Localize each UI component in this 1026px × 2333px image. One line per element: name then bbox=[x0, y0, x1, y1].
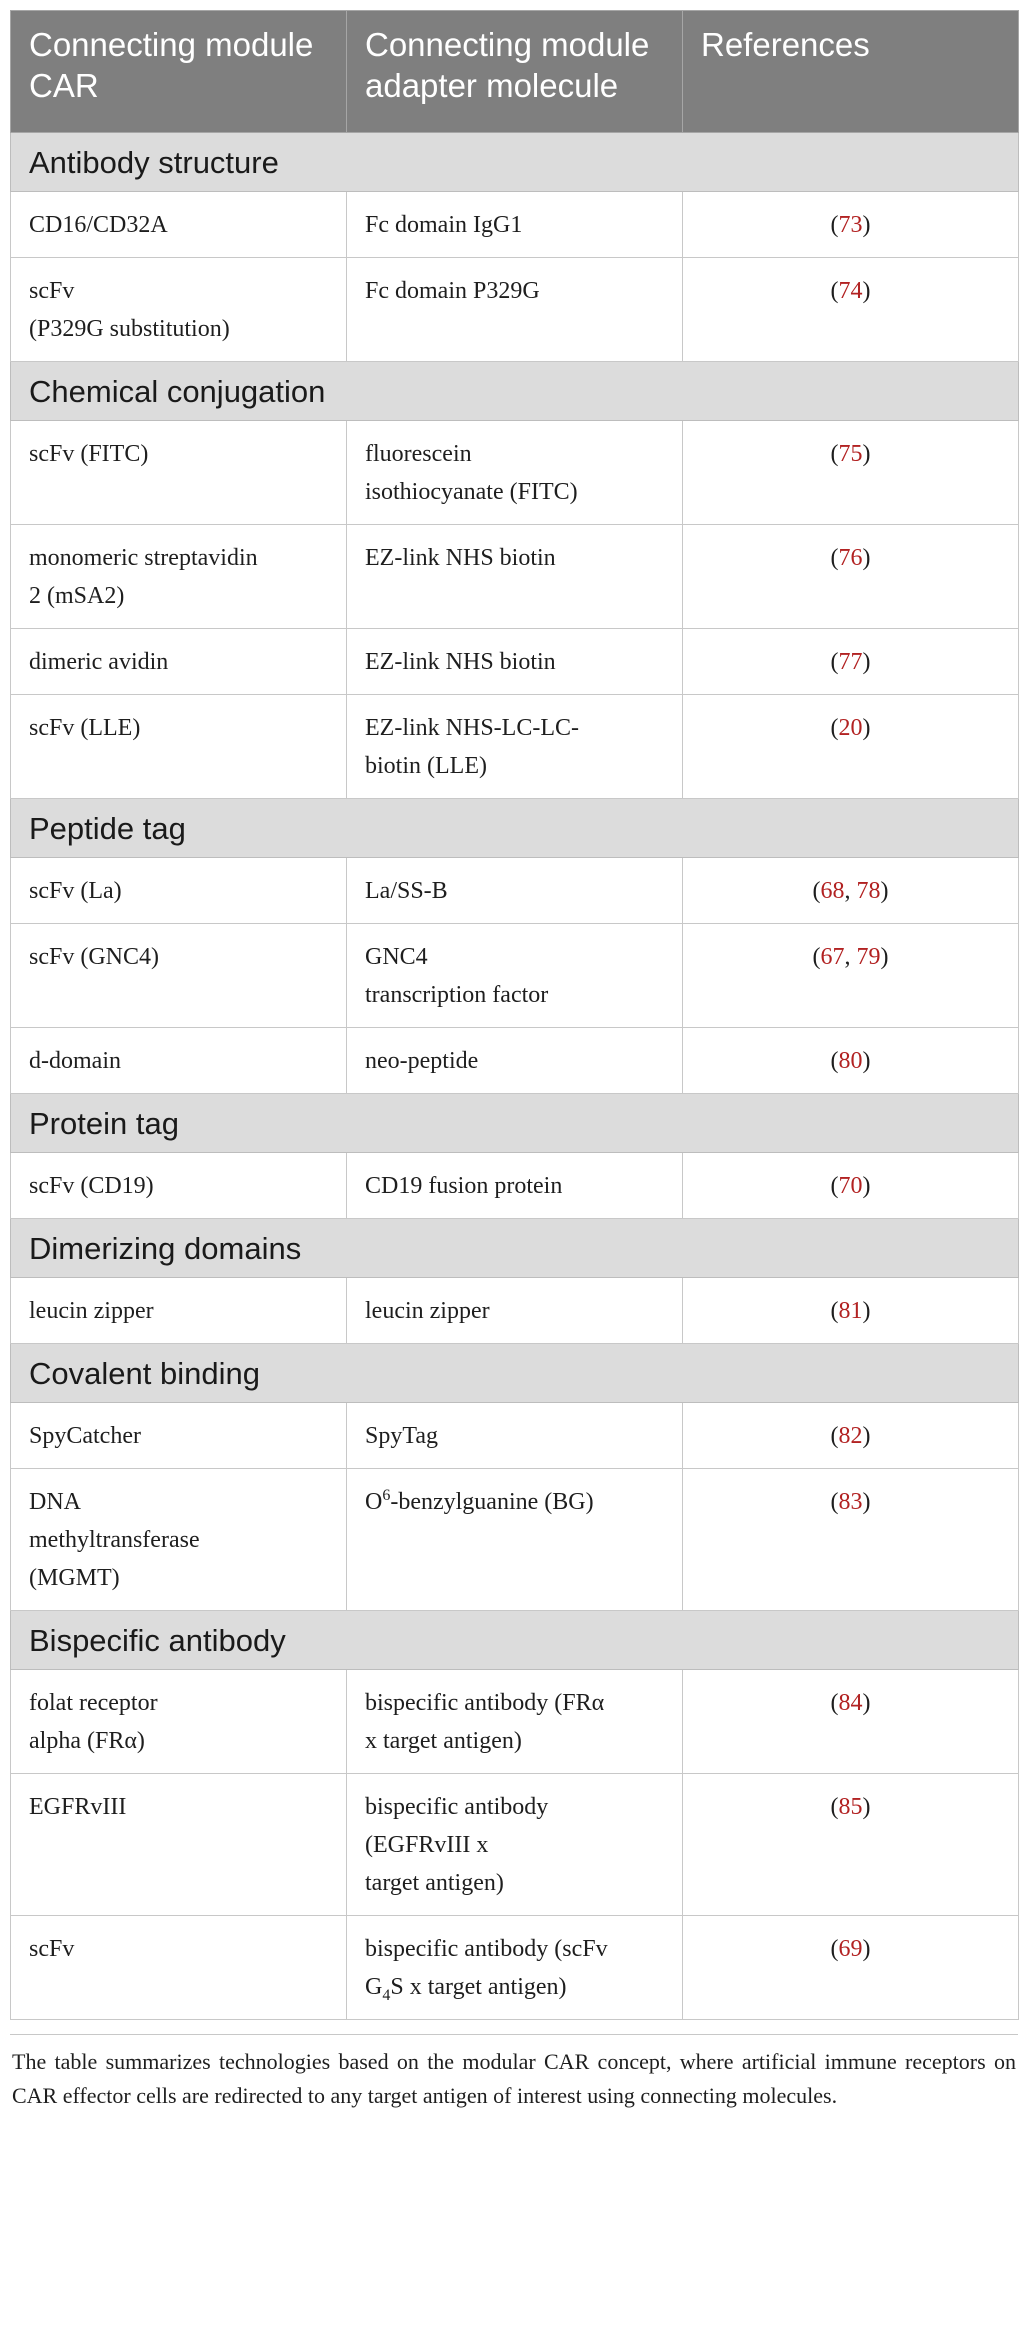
cell-line: scFv (LLE) bbox=[29, 715, 141, 741]
table-row bbox=[11, 1774, 1019, 1916]
adapter-molecule-cell bbox=[347, 1469, 683, 1611]
cell-line: (MGMT) bbox=[29, 1565, 120, 1591]
car-module-cell bbox=[11, 1278, 347, 1344]
car-module-cell bbox=[11, 1153, 347, 1219]
table-row bbox=[11, 1028, 1019, 1094]
car-module-cell bbox=[11, 1028, 347, 1094]
table-caption: The table summarizes technologies based on the modular CAR concept, where artificial immune receptors on CAR effector cells are redirected to any target antigen of interest using connecting molecules. bbox=[10, 2034, 1018, 2113]
cell-line: DNA bbox=[29, 1489, 81, 1515]
cell-line: $G_4S$ x target antigen) bbox=[365, 1974, 567, 2004]
reference-link[interactable]: 75 bbox=[838, 441, 863, 467]
cell-line: EZ-link NHS biotin bbox=[365, 545, 556, 571]
cell-line: scFv (GNC4) bbox=[29, 944, 159, 970]
cell-line: monomeric streptavidin bbox=[29, 545, 258, 571]
car-module-cell bbox=[11, 1774, 347, 1916]
header-row bbox=[11, 11, 1019, 133]
reference-link[interactable]: 83 bbox=[838, 1489, 863, 1515]
reference-link[interactable]: 69 bbox=[838, 1936, 863, 1962]
references-cell: (67, 79) bbox=[683, 924, 1019, 1028]
cell-line: SpyCatcher bbox=[29, 1423, 141, 1449]
section-row bbox=[11, 1219, 1019, 1278]
car-module-cell bbox=[11, 258, 347, 362]
cell-line: fluorescein bbox=[365, 441, 472, 467]
car-module-cell bbox=[11, 924, 347, 1028]
adapter-molecule-cell bbox=[347, 1028, 683, 1094]
adapter-molecule-cell bbox=[347, 1774, 683, 1916]
cell-line: scFv (La) bbox=[29, 878, 122, 904]
subscript: 4 bbox=[382, 1986, 391, 2004]
section-title: Dimerizing domains bbox=[11, 1219, 1019, 1278]
references-cell: (70) bbox=[683, 1153, 1019, 1219]
cell-line: EGFRvIII bbox=[29, 1794, 127, 1820]
table-page bbox=[10, 10, 1018, 2113]
reference-link[interactable]: 79 bbox=[856, 944, 881, 970]
reference-link[interactable]: 85 bbox=[838, 1794, 863, 1820]
cell-line: alpha (FRα) bbox=[29, 1728, 145, 1754]
table-row bbox=[11, 1278, 1019, 1344]
adapter-molecule-cell bbox=[347, 1916, 683, 2020]
cell-line: (EGFRvIII x bbox=[365, 1832, 489, 1858]
cell-line: bispecific antibody bbox=[365, 1794, 549, 1820]
car-module-cell bbox=[11, 695, 347, 799]
reference-link[interactable]: 76 bbox=[838, 545, 863, 571]
section-row bbox=[11, 133, 1019, 192]
cell-line: SpyTag bbox=[365, 1423, 438, 1449]
table-row bbox=[11, 1469, 1019, 1611]
references-cell: (73) bbox=[683, 192, 1019, 258]
section-title: Bispecific antibody bbox=[11, 1611, 1019, 1670]
section-row bbox=[11, 799, 1019, 858]
table-row bbox=[11, 258, 1019, 362]
adapter-molecule-cell bbox=[347, 924, 683, 1028]
reference-link[interactable]: 20 bbox=[838, 715, 863, 741]
header-adapter: Connecting module adapter molecule bbox=[347, 11, 683, 133]
adapter-molecule-cell bbox=[347, 1670, 683, 1774]
reference-link[interactable]: 77 bbox=[838, 649, 863, 675]
cell-line: scFv (FITC) bbox=[29, 441, 149, 467]
adapter-molecule-cell bbox=[347, 858, 683, 924]
reference-link[interactable]: 67 bbox=[820, 944, 845, 970]
cell-line: x target antigen) bbox=[365, 1728, 522, 1754]
reference-link[interactable]: 81 bbox=[838, 1298, 863, 1324]
cell-line: CD16/CD32A bbox=[29, 212, 168, 238]
reference-link[interactable]: 70 bbox=[838, 1173, 863, 1199]
table-row bbox=[11, 1916, 1019, 2020]
adapter-molecule-cell bbox=[347, 695, 683, 799]
adapter-molecule-cell bbox=[347, 1153, 683, 1219]
cell-line: dimeric avidin bbox=[29, 649, 169, 675]
cell-line: EZ-link NHS-LC-LC- bbox=[365, 715, 579, 741]
adapter-molecule-cell bbox=[347, 421, 683, 525]
cell-line: bispecific antibody (FRα bbox=[365, 1690, 605, 1716]
reference-link[interactable]: 78 bbox=[856, 878, 881, 904]
cell-line: (P329G substitution) bbox=[29, 316, 230, 342]
adapter-molecule-cell bbox=[347, 1278, 683, 1344]
section-row bbox=[11, 1094, 1019, 1153]
cell-line: $O^6$-benzylguanine (BG) bbox=[365, 1487, 594, 1515]
cell-line: La/SS-B bbox=[365, 878, 448, 904]
cell-line: Fc domain IgG1 bbox=[365, 212, 523, 238]
section-title: Protein tag bbox=[11, 1094, 1019, 1153]
reference-link[interactable]: 74 bbox=[838, 278, 863, 304]
cell-line: biotin (LLE) bbox=[365, 753, 487, 779]
cell-line: 2 (mSA2) bbox=[29, 583, 125, 609]
cell-line: bispecific antibody (scFv bbox=[365, 1936, 608, 1962]
references-cell: (69) bbox=[683, 1916, 1019, 2020]
section-row bbox=[11, 362, 1019, 421]
section-title: Peptide tag bbox=[11, 799, 1019, 858]
references-cell: (84) bbox=[683, 1670, 1019, 1774]
header-car: Connecting module CAR bbox=[11, 11, 347, 133]
header-references: References bbox=[683, 11, 1019, 133]
car-module-cell bbox=[11, 1469, 347, 1611]
references-cell: (83) bbox=[683, 1469, 1019, 1611]
cell-line: methyltransferase bbox=[29, 1527, 200, 1553]
modular-car-table bbox=[10, 10, 1019, 2020]
section-title: Antibody structure bbox=[11, 133, 1019, 192]
cell-line: d-domain bbox=[29, 1048, 121, 1074]
cell-line: neo-peptide bbox=[365, 1048, 479, 1074]
references-cell: (74) bbox=[683, 258, 1019, 362]
table-row bbox=[11, 695, 1019, 799]
car-module-cell bbox=[11, 1670, 347, 1774]
reference-link[interactable]: 68 bbox=[820, 878, 845, 904]
car-module-cell bbox=[11, 1403, 347, 1469]
table-row bbox=[11, 525, 1019, 629]
adapter-molecule-cell bbox=[347, 192, 683, 258]
superscript: 6 bbox=[382, 1487, 391, 1504]
table-row bbox=[11, 421, 1019, 525]
car-module-cell bbox=[11, 629, 347, 695]
car-module-cell bbox=[11, 525, 347, 629]
reference-link[interactable]: 84 bbox=[838, 1690, 863, 1716]
references-cell: (80) bbox=[683, 1028, 1019, 1094]
cell-line: leucin zipper bbox=[365, 1298, 490, 1324]
references-cell: (82) bbox=[683, 1403, 1019, 1469]
table-row bbox=[11, 1670, 1019, 1774]
references-cell: (85) bbox=[683, 1774, 1019, 1916]
cell-line: scFv (CD19) bbox=[29, 1173, 154, 1199]
table-row bbox=[11, 1403, 1019, 1469]
section-title: Chemical conjugation bbox=[11, 362, 1019, 421]
table-row bbox=[11, 1153, 1019, 1219]
section-title: Covalent binding bbox=[11, 1344, 1019, 1403]
references-cell: (76) bbox=[683, 525, 1019, 629]
references-cell: (68, 78) bbox=[683, 858, 1019, 924]
cell-line: leucin zipper bbox=[29, 1298, 154, 1324]
adapter-molecule-cell bbox=[347, 258, 683, 362]
reference-link[interactable]: 80 bbox=[838, 1048, 863, 1074]
cell-line: GNC4 bbox=[365, 944, 428, 970]
cell-line: isothiocyanate (FITC) bbox=[365, 479, 578, 505]
car-module-cell bbox=[11, 1916, 347, 2020]
cell-line: target antigen) bbox=[365, 1870, 504, 1896]
car-module-cell bbox=[11, 858, 347, 924]
references-cell: (81) bbox=[683, 1278, 1019, 1344]
references-cell: (75) bbox=[683, 421, 1019, 525]
reference-link[interactable]: 73 bbox=[838, 212, 863, 238]
cell-line: Fc domain P329G bbox=[365, 278, 540, 304]
references-cell: (20) bbox=[683, 695, 1019, 799]
cell-line: CD19 fusion protein bbox=[365, 1173, 563, 1199]
table-row bbox=[11, 924, 1019, 1028]
car-module-cell bbox=[11, 192, 347, 258]
cell-line: folat receptor bbox=[29, 1690, 158, 1716]
table-row bbox=[11, 629, 1019, 695]
reference-link[interactable]: 82 bbox=[838, 1423, 863, 1449]
table-body bbox=[11, 133, 1019, 2020]
cell-line: scFv bbox=[29, 278, 75, 304]
cell-line: scFv bbox=[29, 1936, 75, 1962]
adapter-molecule-cell bbox=[347, 629, 683, 695]
table-row bbox=[11, 192, 1019, 258]
references-cell: (77) bbox=[683, 629, 1019, 695]
adapter-molecule-cell bbox=[347, 525, 683, 629]
adapter-molecule-cell bbox=[347, 1403, 683, 1469]
cell-line: transcription factor bbox=[365, 982, 549, 1008]
car-module-cell bbox=[11, 421, 347, 525]
section-row bbox=[11, 1611, 1019, 1670]
cell-line: EZ-link NHS biotin bbox=[365, 649, 556, 675]
section-row bbox=[11, 1344, 1019, 1403]
table-row bbox=[11, 858, 1019, 924]
